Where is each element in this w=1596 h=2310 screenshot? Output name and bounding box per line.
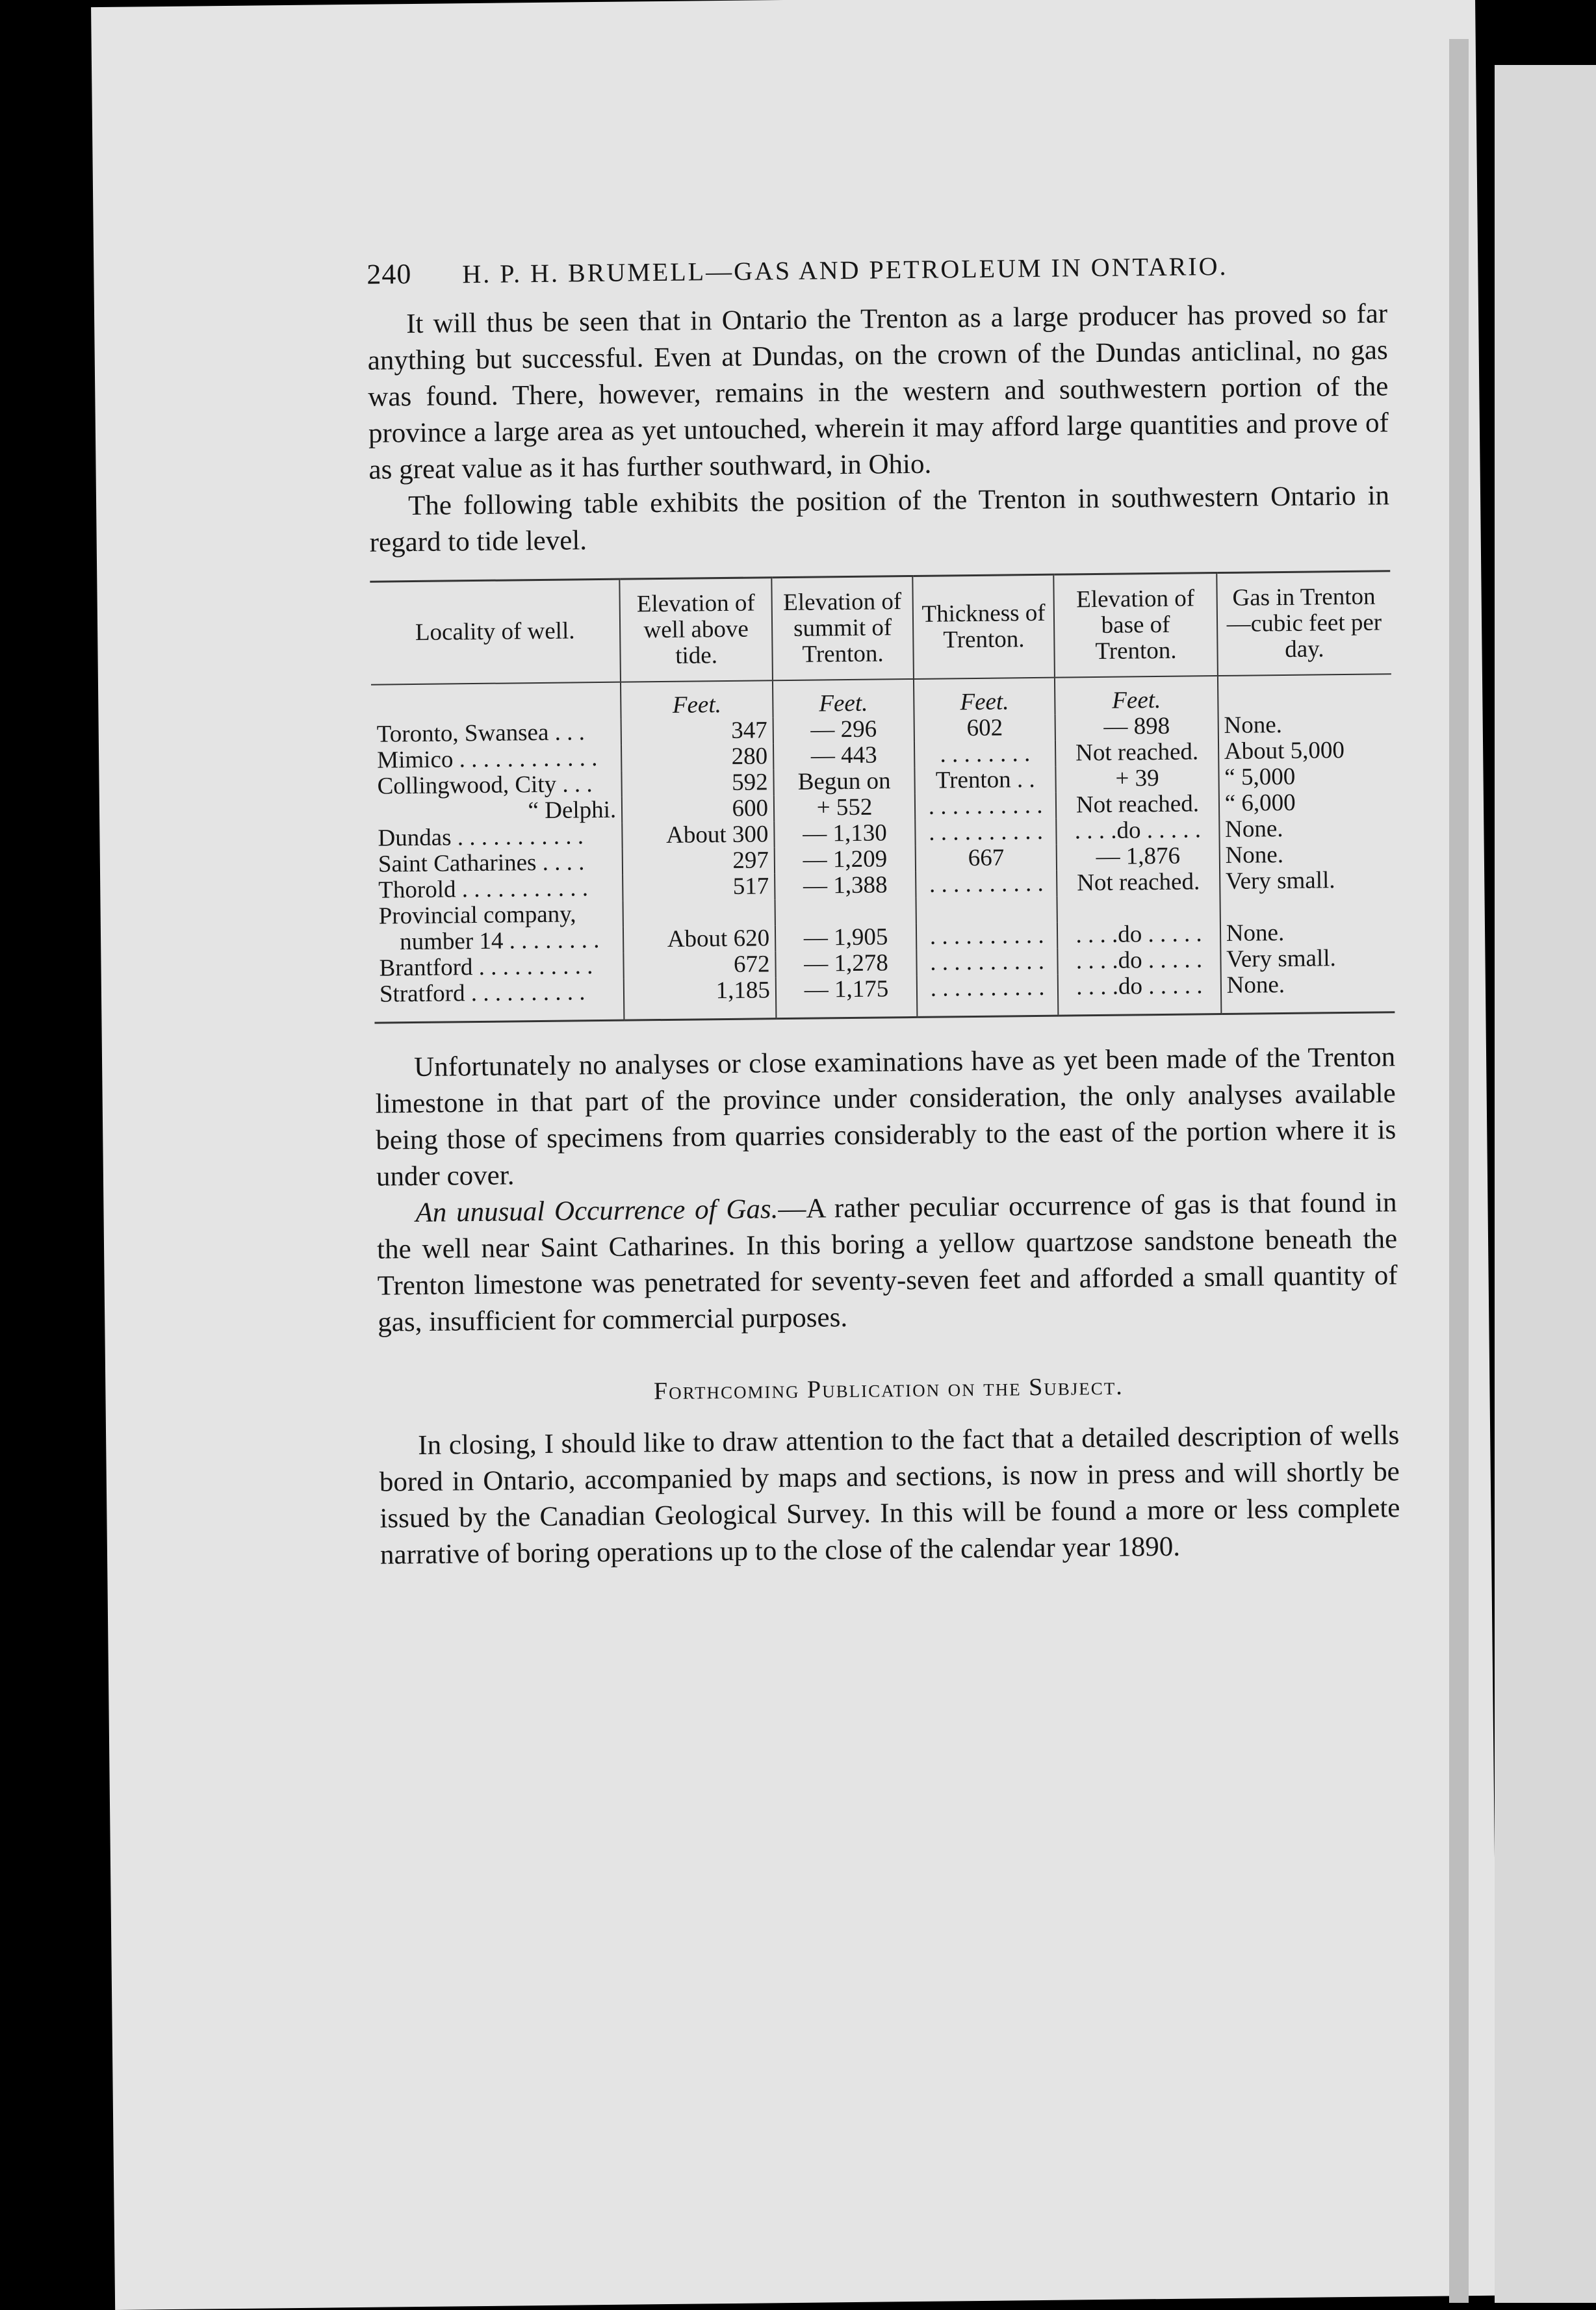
page-header: [367, 247, 1387, 290]
col-header-thickness: Thickness of Trenton.: [912, 574, 1055, 679]
summit-cell: — 1,209: [775, 846, 916, 873]
thickness-cell: . . . . . . . . . .: [915, 793, 1057, 820]
page-number: 240: [367, 258, 412, 290]
summit-cell: — 443: [773, 742, 915, 769]
locality-cell: “ Delphi.: [528, 796, 617, 825]
trenton-elevation-table: [370, 570, 1395, 1023]
gas-cell: None.: [1220, 971, 1395, 1014]
gas-cell: [1220, 893, 1394, 921]
elevation-cell: 297: [623, 847, 775, 875]
gas-cell: None.: [1219, 815, 1393, 843]
page-sheet: [91, 0, 1499, 2310]
base-cell: . . . .do . . . . .: [1058, 947, 1221, 975]
thickness-cell: . . . . . . . . . .: [915, 819, 1057, 846]
gas-cell: None.: [1220, 919, 1395, 947]
locality-cell: Dundas . . . . . . . . . . .: [378, 823, 584, 852]
gas-cell: Very small.: [1220, 867, 1394, 895]
running-head: H. P. H. BRUMELL—GAS AND PETROLEUM IN ONTARIO.: [462, 251, 1228, 289]
paragraph-trenton-summary: It will thus be seen that in Ontario the Trenton as a large producer has proved so far anything but successful. Even at Dundas, on the crown of the Dundas anticlinal, no gas was found. There, however, remains in the western and southwestern portion of the province a large area as yet untouched, wherein it may afford large quantities and prove of as great value as it has further southward, in Ohio.: [367, 298, 1389, 485]
gas-cell: About 5,000: [1218, 737, 1393, 765]
table-header-row: [370, 571, 1391, 685]
locality-cell: Mimico . . . . . . . . . . . .: [377, 745, 598, 774]
base-cell: Not reached.: [1057, 869, 1220, 897]
summit-cell: [775, 898, 916, 925]
section-heading: Forthcoming Publication on the Subject.: [653, 1372, 1124, 1405]
gas-cell: “ 6,000: [1219, 789, 1393, 817]
locality-cell: Provincial company,: [378, 901, 576, 930]
locality-cell: Stratford . . . . . . . . . .: [374, 979, 624, 1023]
inline-heading-unusual-occurrence: An unusual Occurrence of Gas.: [415, 1194, 779, 1229]
summit-cell: Begun on: [773, 768, 915, 795]
locality-cell: Toronto, Swansea . . .: [376, 719, 586, 748]
base-cell: Not reached.: [1056, 791, 1219, 819]
summit-cell: — 1,175: [776, 976, 918, 1019]
base-cell: . . . .do . . . . .: [1058, 973, 1221, 1016]
unit-cell: Feet.: [1055, 676, 1218, 715]
elevation-cell: 517: [623, 873, 775, 901]
paragraph-closing: In closing, I should like to draw attention to the fact that a detailed description of wells bored in Ontario, accompanied by maps and sections, is now in press and will shortly be issued by the Canadian Geological Survey. In this will be found a more or less complete narrative of boring operations up to the close of the calendar year 1890.: [379, 1420, 1400, 1571]
thickness-cell: Trenton . .: [914, 767, 1056, 794]
thickness-cell: [916, 897, 1058, 924]
unit-cell: [371, 682, 621, 722]
thickness-cell: 602: [914, 715, 1056, 742]
summit-cell: — 1,388: [775, 872, 916, 899]
gas-cell: Very small.: [1220, 945, 1395, 973]
paragraph-table-intro: The following table exhibits the position of the Trenton in southwestern Ontario in regard to tide level.: [369, 480, 1390, 558]
locality-cell: number 14 . . . . . . . .: [399, 927, 600, 956]
col-header-elevation-well: Elevation of well above tide.: [619, 578, 772, 682]
thickness-cell: . . . . . . . . . .: [917, 975, 1059, 1018]
base-cell: . . . .do . . . . .: [1057, 921, 1220, 949]
adjacent-page-edge: [1495, 65, 1596, 2303]
base-cell: + 39: [1056, 765, 1219, 793]
base-cell: Not reached.: [1055, 739, 1218, 767]
elevation-cell: 280: [621, 743, 773, 771]
elevation-cell: 347: [621, 717, 773, 745]
summit-cell: — 1,278: [775, 950, 917, 977]
paragraph-analyses: Unfortunately no analyses or close examinations have as yet been made of the Trenton limestone in that part of the province under consideration, the only analyses available being those of specimens from quarries considerably to the east of the portion where it is under cover.: [375, 1042, 1396, 1192]
summit-cell: + 552: [774, 794, 916, 821]
base-cell: — 898: [1055, 713, 1218, 741]
elevation-cell: 600: [622, 795, 774, 823]
summit-cell: — 296: [773, 716, 915, 743]
gas-cell: None.: [1219, 841, 1393, 869]
unit-cell: Feet.: [621, 680, 773, 719]
locality-cell: Brantford . . . . . . . . . .: [379, 953, 593, 982]
paragraph-unusual-occurrence: [376, 1185, 1398, 1341]
summit-cell: — 1,130: [774, 820, 916, 847]
locality-cell: Thorold . . . . . . . . . . .: [378, 875, 589, 904]
elevation-cell: 672: [623, 951, 775, 979]
base-cell: — 1,876: [1057, 843, 1220, 871]
paragraph-unusual-occurrence-body: —A rather peculiar occurrence of gas is that found in the well near Saint Catharines. In this boring a yellow quartzose sandstone beneath the Trenton limestone was penetrated for seventy-seven feet and afforded a small quantity of gas, insufficient for commercial purposes.: [376, 1187, 1398, 1338]
unit-cell: Feet.: [773, 679, 914, 717]
col-header-locality: Locality of well.: [370, 579, 621, 685]
thickness-cell: . . . . . . . . . .: [916, 923, 1058, 950]
elevation-cell: 1,185: [624, 977, 776, 1020]
thickness-cell: 667: [916, 845, 1057, 872]
elevation-cell: 592: [622, 769, 774, 797]
col-header-elevation-base: Elevation of base of Trenton.: [1054, 573, 1218, 678]
summit-cell: — 1,905: [775, 924, 917, 951]
page-content: [367, 247, 1400, 1573]
base-cell: [1057, 895, 1220, 923]
unit-cell: Feet.: [914, 678, 1055, 716]
elevation-cell: [623, 899, 775, 927]
locality-cell: Saint Catharines . . . .: [378, 849, 585, 878]
thickness-cell: . . . . . . . .: [914, 741, 1056, 768]
gas-cell: None.: [1218, 711, 1392, 739]
col-header-elevation-summit: Elevation of summit of Trenton.: [771, 576, 914, 680]
elevation-cell: About 620: [623, 925, 775, 953]
locality-cell: Collingwood, City . . .: [377, 771, 593, 800]
book-spine-shadow: [1449, 39, 1469, 2303]
elevation-cell: About 300: [622, 821, 774, 849]
gas-cell: “ 5,000: [1218, 763, 1393, 791]
thickness-cell: . . . . . . . . . .: [916, 949, 1058, 976]
thickness-cell: . . . . . . . . . .: [916, 871, 1057, 898]
unit-cell: [1218, 674, 1392, 713]
base-cell: . . . .do . . . . .: [1056, 817, 1219, 845]
col-header-gas: Gas in Trenton—cubic feet per day.: [1216, 571, 1391, 676]
